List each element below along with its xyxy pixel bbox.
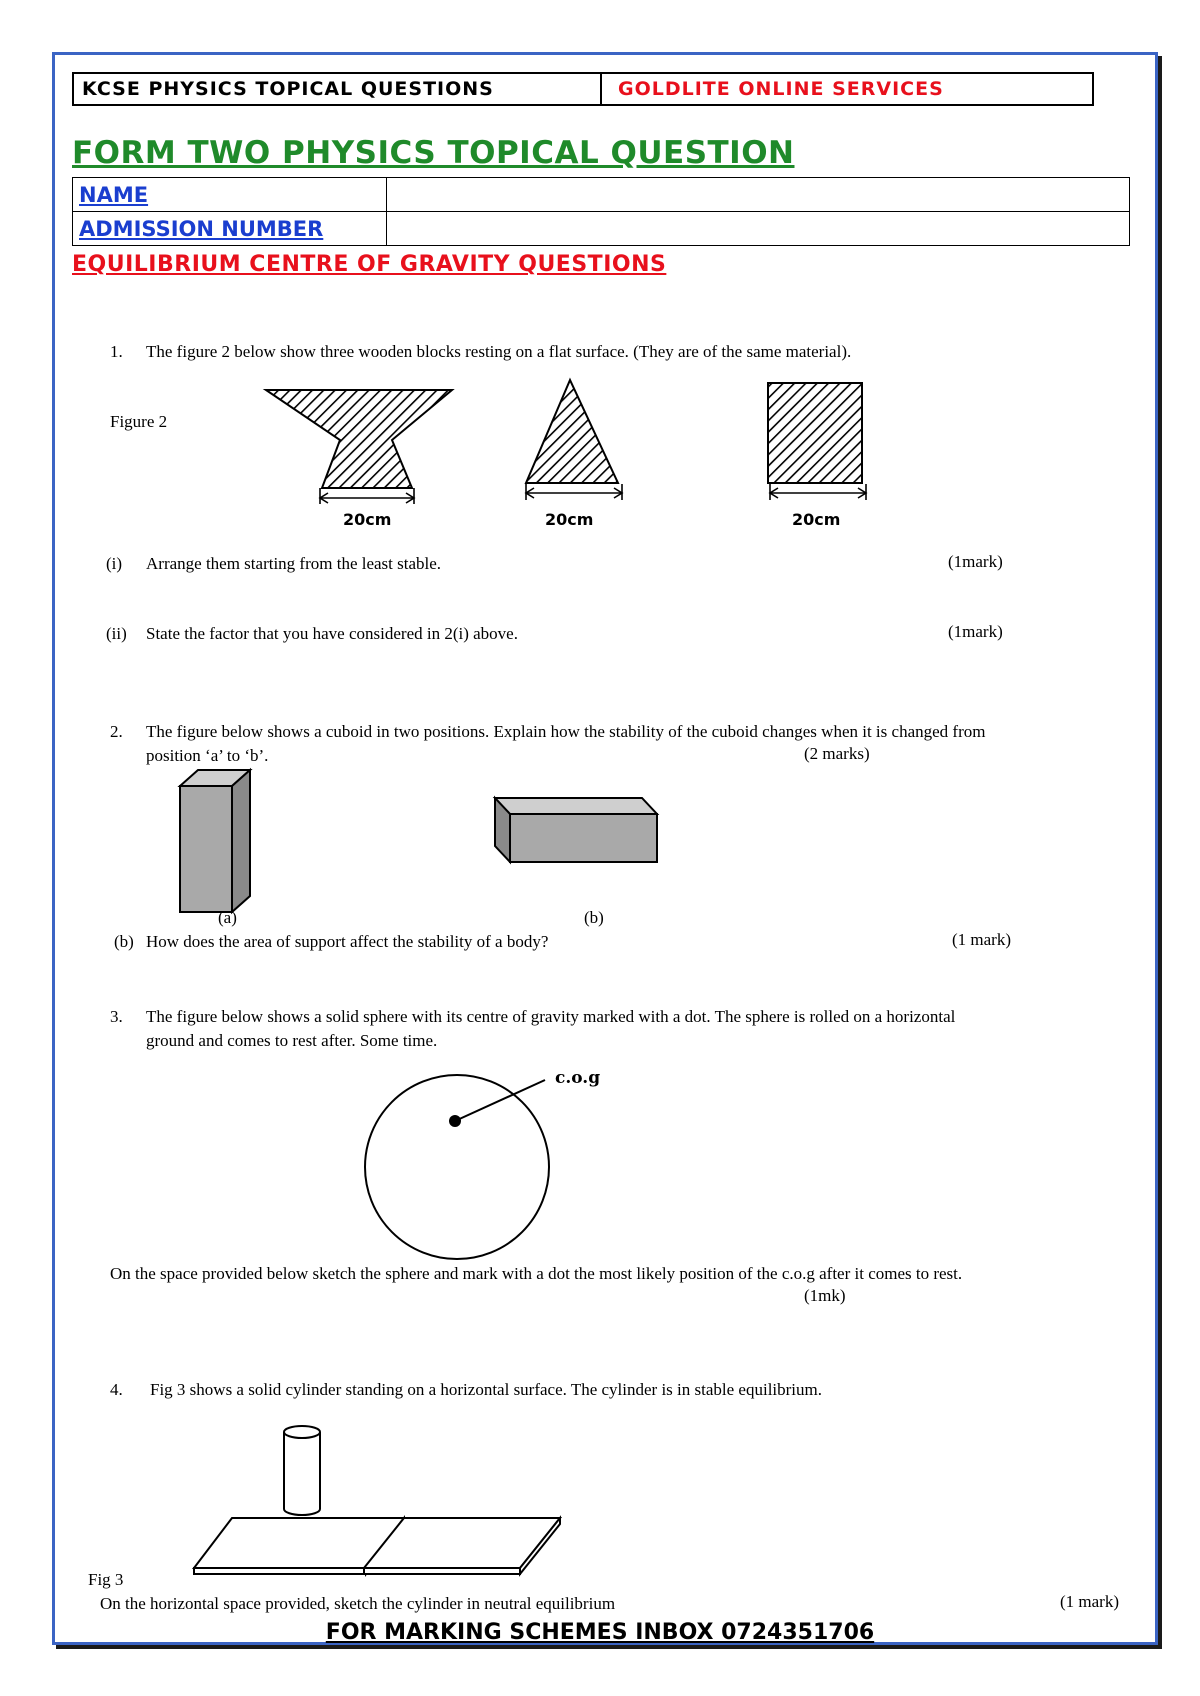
- q1-i-number: (i): [106, 554, 123, 573]
- section-title: EQUILIBRIUM CENTRE OF GRAVITY QUESTIONS: [72, 252, 667, 277]
- q2-number: 2.: [110, 722, 123, 741]
- q1-text: The figure 2 below show three wooden blocks resting on a flat surface. (They are of the same material).: [146, 342, 852, 361]
- page-title: FORM TWO PHYSICS TOPICAL QUESTION: [72, 135, 795, 171]
- q3-mark: (1mk): [804, 1286, 846, 1305]
- q2-b-number: (b): [114, 932, 134, 951]
- fig-3-label: Fig 3: [88, 1570, 124, 1589]
- header-left: KCSE PHYSICS TOPICAL QUESTIONS: [74, 74, 602, 104]
- dimension-label-1: 20cm: [343, 510, 392, 529]
- q4-instruction: On the horizontal space provided, sketch the cylinder in neutral equilibrium: [100, 1594, 616, 1613]
- q4-number: 4.: [110, 1380, 123, 1399]
- q2-mark: (2 marks): [804, 744, 870, 763]
- cuboid-b: [495, 798, 657, 862]
- q2-text-line2: position ‘a’ to ‘b’.: [146, 746, 269, 765]
- q1-ii-number: (ii): [106, 624, 127, 643]
- triangle-block: [526, 380, 618, 483]
- q3-instruction: On the space provided below sketch the sphere and mark with a dot the most likely position of the c.o.g after it comes to rest.: [110, 1264, 963, 1283]
- q1-ii-mark: (1mark): [948, 622, 1003, 641]
- q4-text: Fig 3 shows a solid cylinder standing on a horizontal surface. The cylinder is in stable equilibrium.: [150, 1380, 822, 1399]
- q2-b-text: How does the area of support affect the stability of a body?: [146, 932, 549, 951]
- q1-i-text: Arrange them starting from the least stable.: [146, 554, 442, 573]
- q4-mark: (1 mark): [1060, 1592, 1120, 1611]
- rectangle-block: [768, 383, 862, 483]
- admission-label: ADMISSION NUMBER: [73, 212, 387, 246]
- dimension-label-2: 20cm: [545, 510, 594, 529]
- q1-ii-text: State the factor that you have considered in 2(i) above.: [146, 624, 518, 643]
- cuboid-a-label: (a): [218, 908, 237, 927]
- dimension-label-3: 20cm: [792, 510, 841, 529]
- cuboid-a: [180, 770, 250, 912]
- q3-text-line2: ground and comes to rest after. Some time.: [146, 1031, 438, 1050]
- figure-2-blocks: [0, 0, 1200, 540]
- q2-b-mark: (1 mark): [952, 930, 1012, 949]
- name-label: NAME: [73, 178, 387, 212]
- q1-number: 1.: [110, 342, 123, 361]
- fig-3-drawing: [0, 1410, 1200, 1600]
- cuboid-b-label: (b): [584, 908, 604, 927]
- header-right: GOLDLITE ONLINE SERVICES: [618, 78, 944, 100]
- footer-banner: FOR MARKING SCHEMES INBOX 0724351706: [325, 1620, 875, 1645]
- q2-text-line1: The figure below shows a cuboid in two positions. Explain how the stability of the cuboid changes when it is changed from: [146, 722, 986, 741]
- cog-label: c.o.g: [555, 1068, 601, 1088]
- figure-2-label: Figure 2: [110, 412, 168, 431]
- cuboid-figures: [0, 760, 1200, 920]
- sphere-figure: [0, 1060, 1200, 1260]
- q3-number: 3.: [110, 1007, 123, 1026]
- q1-i-mark: (1mark): [948, 552, 1003, 571]
- sphere: [365, 1075, 549, 1259]
- q3-text-line1: The figure below shows a solid sphere with its centre of gravity marked with a dot. The sphere is rolled on a horizontal: [146, 1007, 956, 1026]
- hourglass-block: [266, 390, 452, 488]
- cylinder: [284, 1426, 320, 1515]
